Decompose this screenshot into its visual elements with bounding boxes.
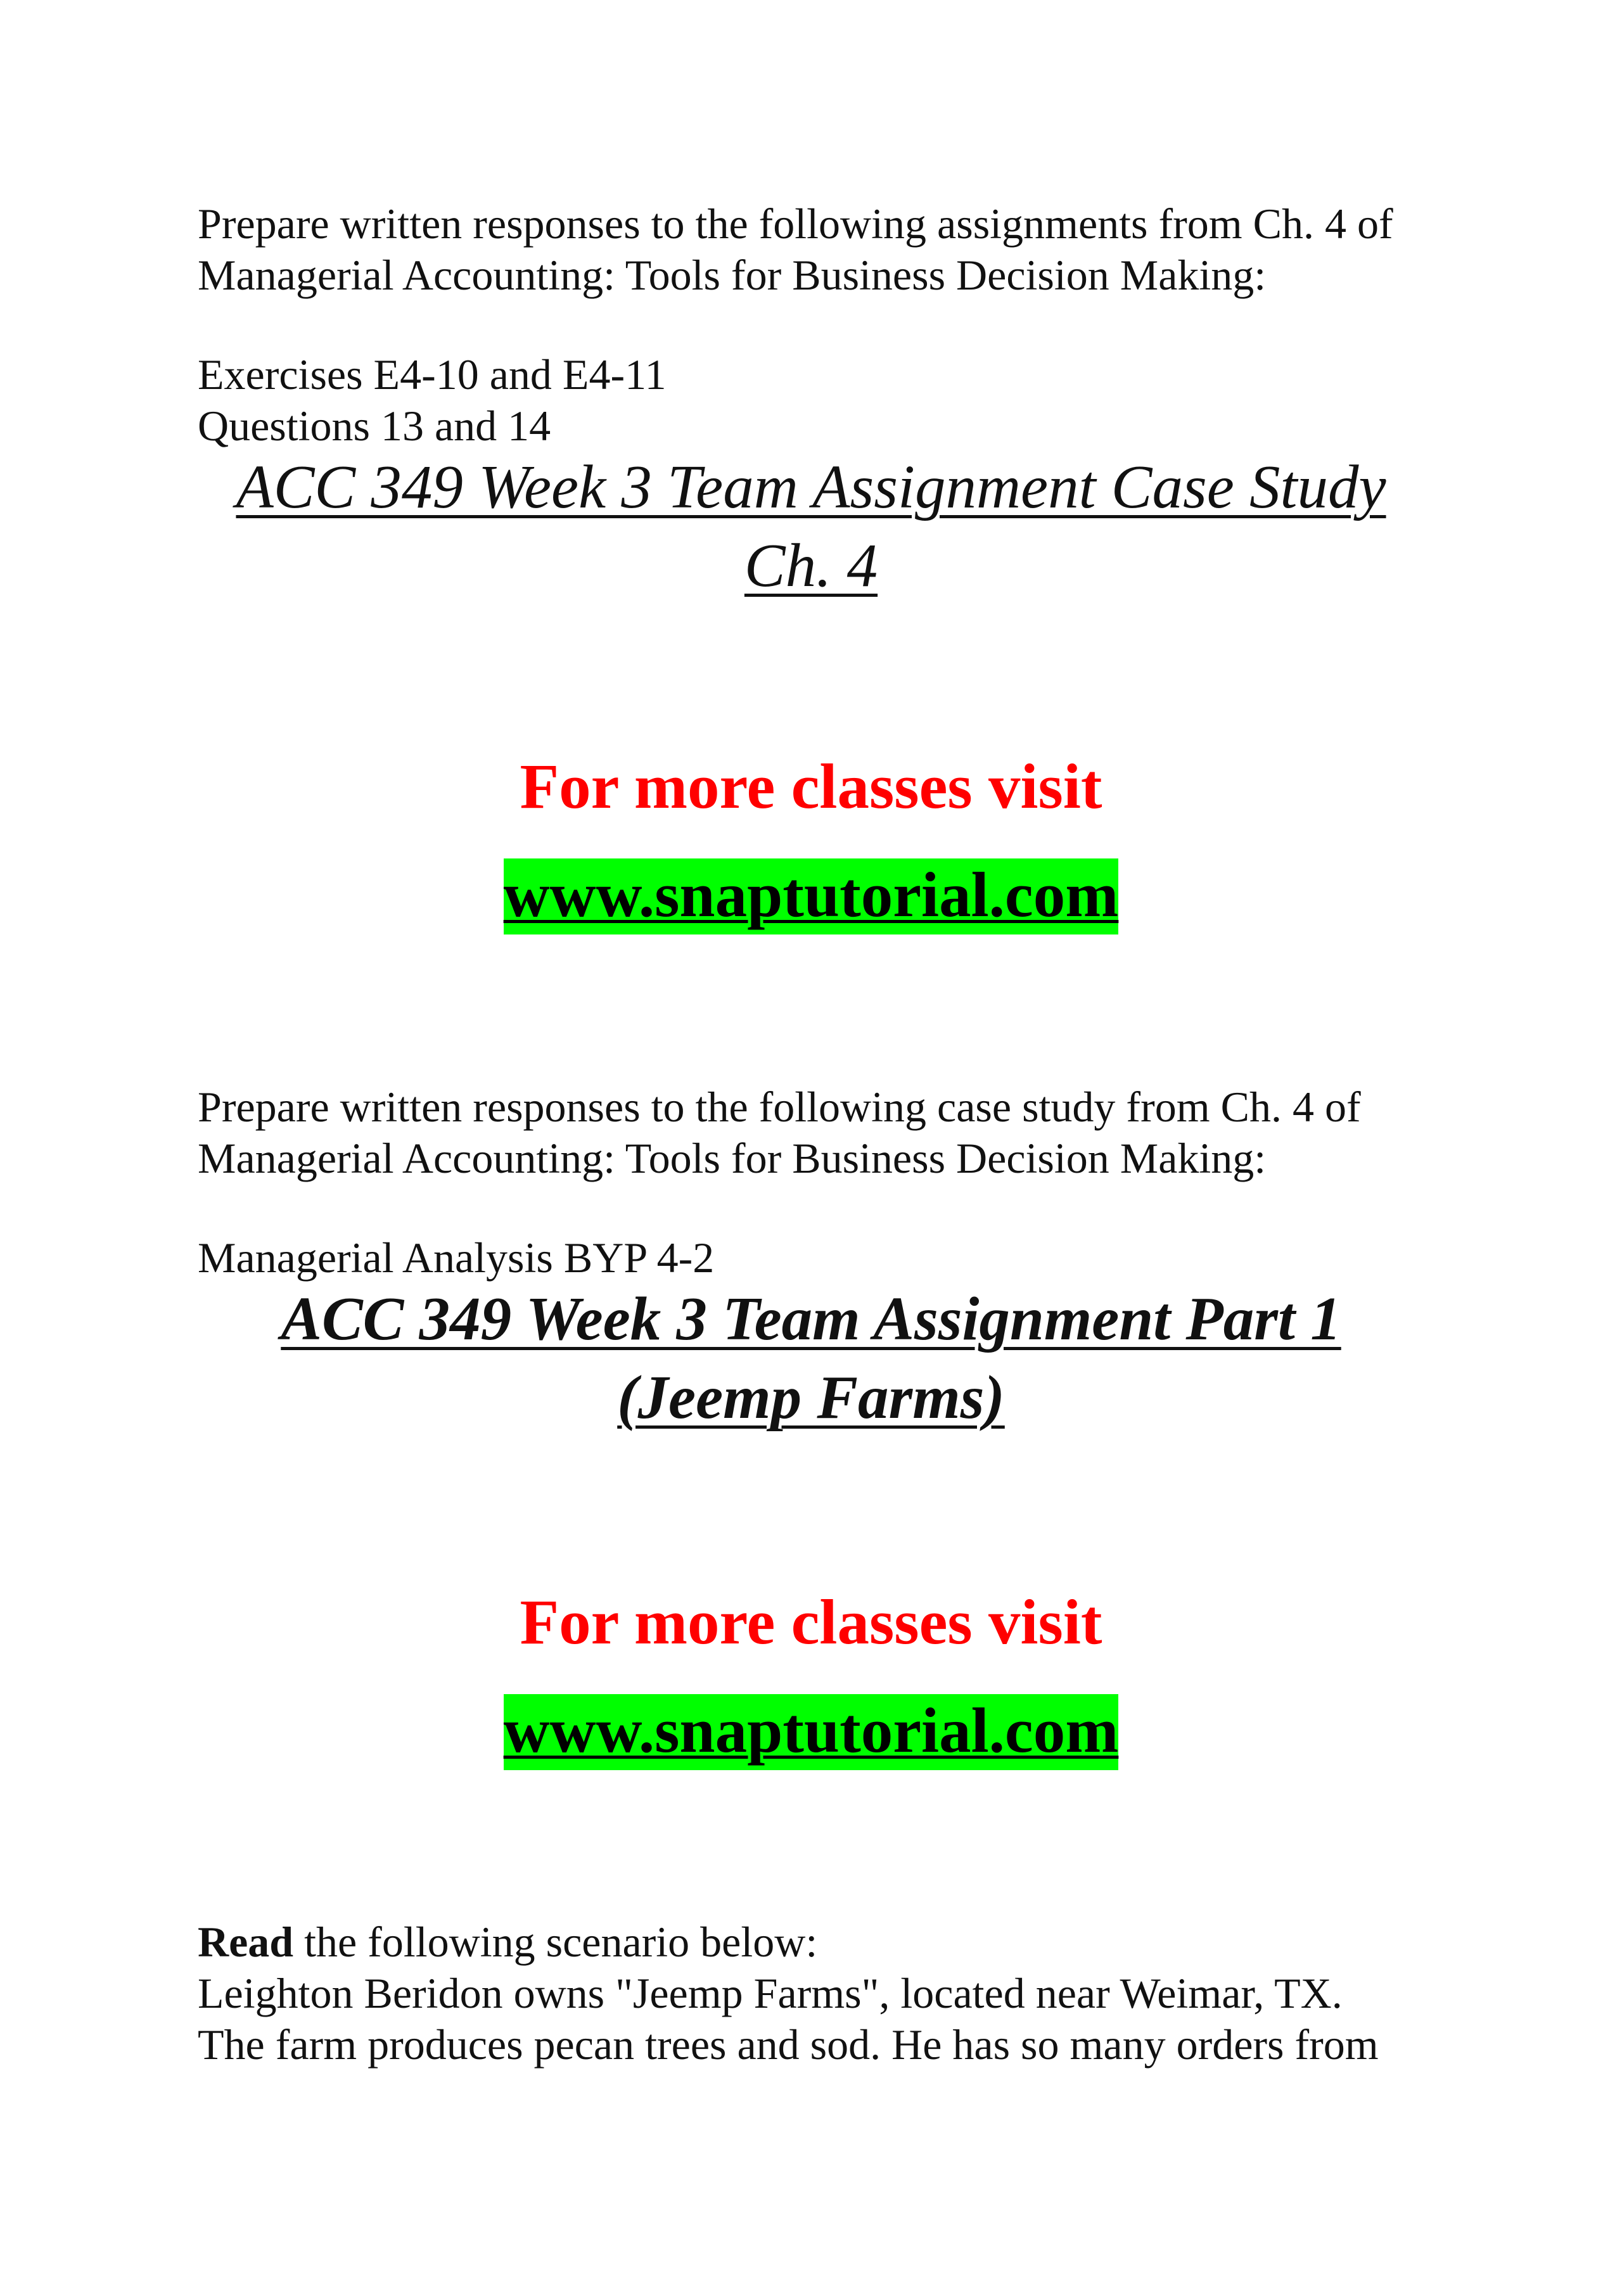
exercises-line: Exercises E4-10 and E4-11 <box>198 350 667 399</box>
scenario-line-2: Leighton Beridon owns "Jeemp Farms", located near Weimar, TX. <box>198 1969 1343 2017</box>
analysis-line: Managerial Analysis BYP 4-2 <box>198 1234 715 1282</box>
read-bold-word: Read <box>198 1918 294 1966</box>
intro-line-1: Prepare written responses to the following case study from Ch. 4 of <box>198 1083 1361 1131</box>
snaptutorial-link[interactable]: www.snaptutorial.com <box>504 858 1119 934</box>
read-rest: the following scenario below: <box>293 1918 818 1966</box>
link-row <box>0 858 1622 934</box>
intro-line-1: Prepare written responses to the following assignments from Ch. 4 of <box>198 200 1393 248</box>
questions-line: Questions 13 and 14 <box>198 402 551 450</box>
snaptutorial-link[interactable]: www.snaptutorial.com <box>504 1694 1119 1770</box>
part1-heading-line-1: ACC 349 Week 3 Team Assignment Part 1 <box>281 1285 1341 1353</box>
part1-heading-line-2: (Jeemp Farms) <box>617 1363 1005 1431</box>
intro-line-2: Managerial Accounting: Tools for Business Decision Making: <box>198 251 1267 299</box>
promo-text: For more classes visit <box>520 751 1102 822</box>
scenario-line-3: The farm produces pecan trees and sod. He has so many orders from <box>198 2020 1379 2069</box>
intro-line-2: Managerial Accounting: Tools for Business Decision Making: <box>198 1134 1267 1182</box>
promo-text: For more classes visit <box>520 1586 1102 1657</box>
case-study-heading-line-1: ACC 349 Week 3 Team Assignment Case Study <box>236 453 1386 521</box>
read-line <box>198 1917 817 1968</box>
case-study-heading-line-2: Ch. 4 <box>744 532 878 599</box>
link-row <box>0 1694 1622 1770</box>
